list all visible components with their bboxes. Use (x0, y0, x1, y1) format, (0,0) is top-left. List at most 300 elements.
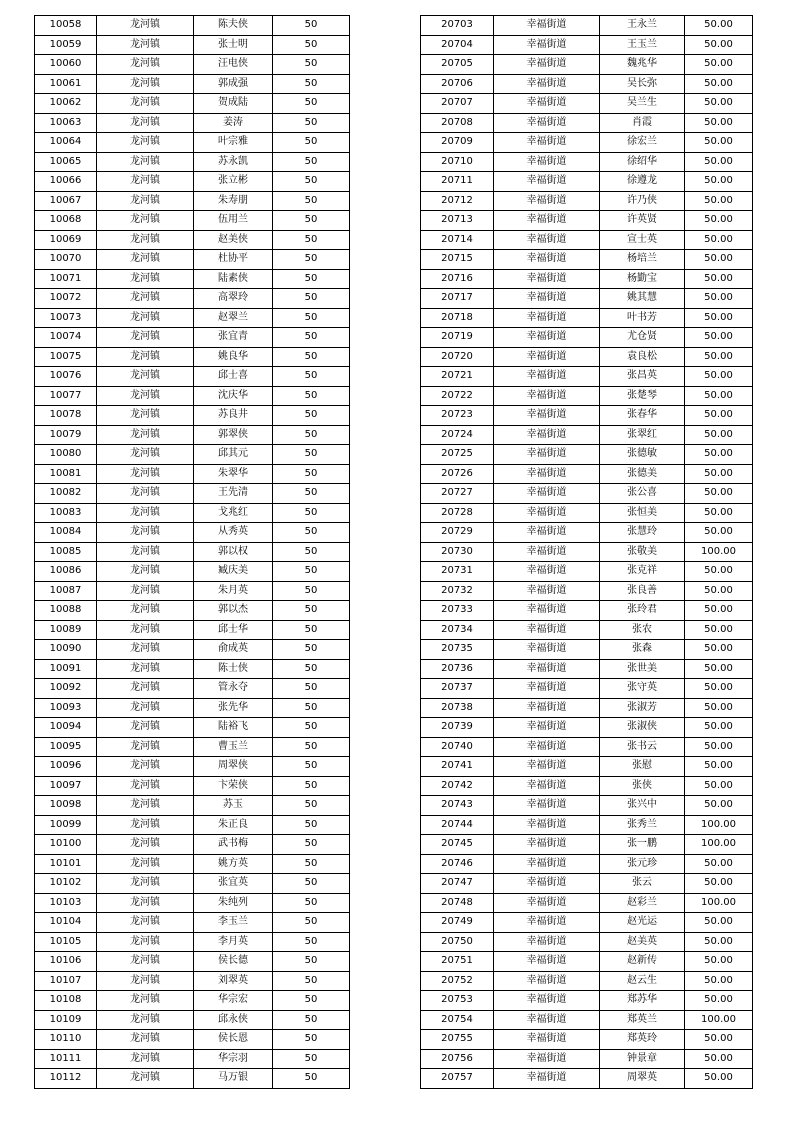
id-cell: 10071 (35, 269, 97, 289)
name-cell: 张玲君 (600, 601, 685, 621)
name-cell: 魏兆华 (600, 55, 685, 75)
id-cell: 20752 (421, 971, 494, 991)
name-cell: 王先清 (194, 484, 273, 504)
town-cell: 幸福街道 (494, 542, 600, 562)
town-cell: 龙河镇 (97, 133, 194, 153)
table-row (35, 932, 350, 952)
town-cell: 幸福街道 (494, 757, 600, 777)
town-cell: 幸福街道 (494, 445, 600, 465)
name-cell: 王永兰 (600, 16, 685, 36)
id-cell: 10073 (35, 308, 97, 328)
name-cell: 赵美侠 (194, 230, 273, 250)
town-cell: 龙河镇 (97, 1010, 194, 1030)
id-cell: 20727 (421, 484, 494, 504)
table-row (421, 347, 753, 367)
amount-cell: 50 (273, 230, 350, 250)
table-row (421, 991, 753, 1011)
table-row (421, 191, 753, 211)
id-cell: 20748 (421, 893, 494, 913)
table-row (421, 328, 753, 348)
table-row (35, 308, 350, 328)
table-row (35, 133, 350, 153)
name-cell: 苏永凯 (194, 152, 273, 172)
amount-cell: 50.00 (685, 328, 753, 348)
name-cell: 陆素侠 (194, 269, 273, 289)
id-cell: 20720 (421, 347, 494, 367)
table-row (35, 230, 350, 250)
name-cell: 卞荣侠 (194, 776, 273, 796)
id-cell: 10104 (35, 913, 97, 933)
name-cell: 管永夺 (194, 679, 273, 699)
name-cell: 许英贤 (600, 211, 685, 231)
table-row (421, 659, 753, 679)
town-cell: 龙河镇 (97, 679, 194, 699)
id-cell: 10099 (35, 815, 97, 835)
table-row (421, 932, 753, 952)
town-cell: 龙河镇 (97, 1049, 194, 1069)
table-row (35, 952, 350, 972)
table-row (35, 328, 350, 348)
table-row (35, 640, 350, 660)
id-cell: 20711 (421, 172, 494, 192)
amount-cell: 50.00 (685, 464, 753, 484)
id-cell: 10085 (35, 542, 97, 562)
table-row (35, 152, 350, 172)
id-cell: 20704 (421, 35, 494, 55)
town-cell: 龙河镇 (97, 152, 194, 172)
table-row (35, 445, 350, 465)
name-cell: 张世美 (600, 659, 685, 679)
amount-cell: 50 (273, 113, 350, 133)
amount-cell: 50.00 (685, 776, 753, 796)
town-cell: 幸福街道 (494, 893, 600, 913)
amount-cell: 50.00 (685, 971, 753, 991)
id-cell: 20707 (421, 94, 494, 114)
table-row (421, 425, 753, 445)
table-row (421, 971, 753, 991)
name-cell: 张楚琴 (600, 386, 685, 406)
town-cell: 幸福街道 (494, 640, 600, 660)
amount-cell: 50 (273, 464, 350, 484)
name-cell: 张宜青 (194, 328, 273, 348)
amount-cell: 50.00 (685, 152, 753, 172)
town-cell: 龙河镇 (97, 620, 194, 640)
id-cell: 20721 (421, 367, 494, 387)
id-cell: 10102 (35, 874, 97, 894)
id-cell: 10066 (35, 172, 97, 192)
table-row (35, 562, 350, 582)
id-cell: 10070 (35, 250, 97, 270)
table-row (421, 133, 753, 153)
amount-cell: 50 (273, 367, 350, 387)
amount-cell: 50 (273, 952, 350, 972)
id-cell: 20735 (421, 640, 494, 660)
amount-cell: 50 (273, 776, 350, 796)
amount-cell: 50.00 (685, 1030, 753, 1050)
amount-cell: 50 (273, 191, 350, 211)
table-row (35, 737, 350, 757)
table-row (35, 835, 350, 855)
town-cell: 龙河镇 (97, 406, 194, 426)
amount-cell: 50.00 (685, 211, 753, 231)
table-row (35, 74, 350, 94)
town-cell: 龙河镇 (97, 35, 194, 55)
name-cell: 汪电侠 (194, 55, 273, 75)
town-cell: 幸福街道 (494, 74, 600, 94)
name-cell: 杜协平 (194, 250, 273, 270)
table-row (421, 367, 753, 387)
amount-cell: 50 (273, 16, 350, 36)
id-cell: 20753 (421, 991, 494, 1011)
name-cell: 赵翠兰 (194, 308, 273, 328)
amount-cell: 50.00 (685, 562, 753, 582)
id-cell: 20740 (421, 737, 494, 757)
name-cell: 曹玉兰 (194, 737, 273, 757)
id-cell: 10081 (35, 464, 97, 484)
name-cell: 李月英 (194, 932, 273, 952)
id-cell: 10088 (35, 601, 97, 621)
amount-cell: 50 (273, 679, 350, 699)
id-cell: 10084 (35, 523, 97, 543)
name-cell: 张守英 (600, 679, 685, 699)
amount-cell: 50 (273, 835, 350, 855)
name-cell: 徐宏兰 (600, 133, 685, 153)
id-cell: 10059 (35, 35, 97, 55)
amount-cell: 50.00 (685, 172, 753, 192)
name-cell: 张克祥 (600, 562, 685, 582)
name-cell: 赵云生 (600, 971, 685, 991)
table-row (35, 289, 350, 309)
town-cell: 龙河镇 (97, 913, 194, 933)
name-cell: 吴长弥 (600, 74, 685, 94)
table-row (35, 35, 350, 55)
town-cell: 龙河镇 (97, 503, 194, 523)
table-row (421, 386, 753, 406)
amount-cell: 50 (273, 971, 350, 991)
name-cell: 张良善 (600, 581, 685, 601)
amount-cell: 50 (273, 640, 350, 660)
table-row (35, 874, 350, 894)
id-cell: 20742 (421, 776, 494, 796)
id-cell: 10107 (35, 971, 97, 991)
town-cell: 龙河镇 (97, 445, 194, 465)
table-row (35, 698, 350, 718)
id-cell: 20719 (421, 328, 494, 348)
id-cell: 20744 (421, 815, 494, 835)
amount-cell: 50.00 (685, 952, 753, 972)
name-cell: 张翠红 (600, 425, 685, 445)
name-cell: 俞成英 (194, 640, 273, 660)
name-cell: 臧庆美 (194, 562, 273, 582)
name-cell: 张春华 (600, 406, 685, 426)
id-cell: 10060 (35, 55, 97, 75)
town-cell: 幸福街道 (494, 1010, 600, 1030)
id-cell: 20714 (421, 230, 494, 250)
town-cell: 龙河镇 (97, 94, 194, 114)
table-row (35, 523, 350, 543)
name-cell: 邱其元 (194, 445, 273, 465)
name-cell: 叶宗雅 (194, 133, 273, 153)
id-cell: 10065 (35, 152, 97, 172)
id-cell: 20732 (421, 581, 494, 601)
amount-cell: 50.00 (685, 932, 753, 952)
amount-cell: 50.00 (685, 191, 753, 211)
table-row (421, 1049, 753, 1069)
amount-cell: 50 (273, 152, 350, 172)
town-cell: 龙河镇 (97, 737, 194, 757)
table-row (35, 854, 350, 874)
town-cell: 幸福街道 (494, 1030, 600, 1050)
table-row (35, 815, 350, 835)
table-row (421, 55, 753, 75)
name-cell: 赵光运 (600, 913, 685, 933)
id-cell: 10109 (35, 1010, 97, 1030)
name-cell: 姚良华 (194, 347, 273, 367)
table-row (35, 601, 350, 621)
table-row (35, 1069, 350, 1089)
id-cell: 10079 (35, 425, 97, 445)
town-cell: 龙河镇 (97, 698, 194, 718)
town-cell: 龙河镇 (97, 484, 194, 504)
table-row (421, 893, 753, 913)
table-row (421, 250, 753, 270)
id-cell: 10092 (35, 679, 97, 699)
amount-cell: 100.00 (685, 893, 753, 913)
name-cell: 张德美 (600, 464, 685, 484)
table-row (421, 562, 753, 582)
table-row (35, 1030, 350, 1050)
id-cell: 10080 (35, 445, 97, 465)
table-row (35, 16, 350, 36)
amount-cell: 50 (273, 386, 350, 406)
id-cell: 10062 (35, 94, 97, 114)
amount-cell: 50 (273, 35, 350, 55)
name-cell: 郑英兰 (600, 1010, 685, 1030)
town-cell: 幸福街道 (494, 952, 600, 972)
amount-cell: 50 (273, 250, 350, 270)
amount-cell: 50 (273, 523, 350, 543)
town-cell: 龙河镇 (97, 523, 194, 543)
amount-cell: 50.00 (685, 913, 753, 933)
id-cell: 20751 (421, 952, 494, 972)
amount-cell: 50.00 (685, 55, 753, 75)
town-cell: 龙河镇 (97, 289, 194, 309)
amount-cell: 50 (273, 211, 350, 231)
amount-cell: 50 (273, 1049, 350, 1069)
name-cell: 高翠玲 (194, 289, 273, 309)
name-cell: 邱永侠 (194, 1010, 273, 1030)
amount-cell: 50 (273, 1030, 350, 1050)
id-cell: 10096 (35, 757, 97, 777)
name-cell: 王玉兰 (600, 35, 685, 55)
town-cell: 龙河镇 (97, 991, 194, 1011)
town-cell: 幸福街道 (494, 815, 600, 835)
id-cell: 20722 (421, 386, 494, 406)
amount-cell: 50 (273, 815, 350, 835)
name-cell: 赵美英 (600, 932, 685, 952)
id-cell: 20733 (421, 601, 494, 621)
id-cell: 10076 (35, 367, 97, 387)
name-cell: 苏良井 (194, 406, 273, 426)
amount-cell: 50 (273, 991, 350, 1011)
town-cell: 龙河镇 (97, 55, 194, 75)
amount-cell: 50 (273, 269, 350, 289)
amount-cell: 50.00 (685, 113, 753, 133)
name-cell: 张立彬 (194, 172, 273, 192)
table-row (421, 230, 753, 250)
town-cell: 龙河镇 (97, 74, 194, 94)
amount-cell: 50 (273, 308, 350, 328)
id-cell: 10086 (35, 562, 97, 582)
amount-cell: 50.00 (685, 679, 753, 699)
table-row (421, 718, 753, 738)
name-cell: 张一鹏 (600, 835, 685, 855)
id-cell: 10090 (35, 640, 97, 660)
id-cell: 20743 (421, 796, 494, 816)
table-row (421, 484, 753, 504)
id-cell: 10077 (35, 386, 97, 406)
id-cell: 20725 (421, 445, 494, 465)
town-cell: 龙河镇 (97, 386, 194, 406)
id-cell: 10061 (35, 74, 97, 94)
table-row (421, 815, 753, 835)
id-cell: 10069 (35, 230, 97, 250)
amount-cell: 50 (273, 503, 350, 523)
id-cell: 10091 (35, 659, 97, 679)
id-cell: 20728 (421, 503, 494, 523)
amount-cell: 50 (273, 562, 350, 582)
amount-cell: 50 (273, 406, 350, 426)
amount-cell: 50 (273, 581, 350, 601)
town-cell: 幸福街道 (494, 562, 600, 582)
amount-cell: 50 (273, 601, 350, 621)
table-row (35, 94, 350, 114)
town-cell: 幸福街道 (494, 211, 600, 231)
town-cell: 龙河镇 (97, 250, 194, 270)
table-row (421, 523, 753, 543)
id-cell: 20734 (421, 620, 494, 640)
amount-cell: 50.00 (685, 640, 753, 660)
town-cell: 幸福街道 (494, 932, 600, 952)
name-cell: 郑苏华 (600, 991, 685, 1011)
amount-cell: 50 (273, 172, 350, 192)
id-cell: 10087 (35, 581, 97, 601)
town-cell: 幸福街道 (494, 854, 600, 874)
id-cell: 20731 (421, 562, 494, 582)
amount-cell: 50.00 (685, 16, 753, 36)
amount-cell: 50.00 (685, 35, 753, 55)
id-cell: 10108 (35, 991, 97, 1011)
amount-cell: 50.00 (685, 601, 753, 621)
amount-cell: 50 (273, 74, 350, 94)
town-cell: 幸福街道 (494, 250, 600, 270)
amount-cell: 50.00 (685, 386, 753, 406)
table-row (35, 581, 350, 601)
amount-cell: 50.00 (685, 484, 753, 504)
town-cell: 幸福街道 (494, 1069, 600, 1089)
id-cell: 10082 (35, 484, 97, 504)
town-cell: 幸福街道 (494, 991, 600, 1011)
id-cell: 20730 (421, 542, 494, 562)
amount-cell: 50.00 (685, 269, 753, 289)
name-cell: 郭以权 (194, 542, 273, 562)
amount-cell: 50 (273, 737, 350, 757)
table-row (35, 269, 350, 289)
id-cell: 10078 (35, 406, 97, 426)
name-cell: 徐绍华 (600, 152, 685, 172)
id-cell: 20756 (421, 1049, 494, 1069)
town-cell: 幸福街道 (494, 16, 600, 36)
table-row (421, 835, 753, 855)
town-cell: 幸福街道 (494, 269, 600, 289)
id-cell: 20745 (421, 835, 494, 855)
amount-cell: 50.00 (685, 737, 753, 757)
table-row (35, 113, 350, 133)
name-cell: 姚方英 (194, 854, 273, 874)
amount-cell: 50 (273, 94, 350, 114)
amount-cell: 50.00 (685, 308, 753, 328)
amount-cell: 50.00 (685, 1049, 753, 1069)
table-row (421, 913, 753, 933)
name-cell: 周翠侠 (194, 757, 273, 777)
amount-cell: 50 (273, 854, 350, 874)
town-cell: 龙河镇 (97, 16, 194, 36)
name-cell: 张慰 (600, 757, 685, 777)
name-cell: 张元珍 (600, 854, 685, 874)
town-cell: 幸福街道 (494, 835, 600, 855)
id-cell: 10063 (35, 113, 97, 133)
town-cell: 龙河镇 (97, 601, 194, 621)
town-cell: 幸福街道 (494, 581, 600, 601)
amount-cell: 50.00 (685, 445, 753, 465)
town-cell: 幸福街道 (494, 230, 600, 250)
amount-cell: 100.00 (685, 835, 753, 855)
name-cell: 郭翠侠 (194, 425, 273, 445)
town-cell: 幸福街道 (494, 172, 600, 192)
amount-cell: 50 (273, 932, 350, 952)
amount-cell: 50.00 (685, 796, 753, 816)
town-cell: 龙河镇 (97, 952, 194, 972)
town-cell: 龙河镇 (97, 113, 194, 133)
town-cell: 龙河镇 (97, 796, 194, 816)
id-cell: 10106 (35, 952, 97, 972)
id-cell: 10111 (35, 1049, 97, 1069)
table-row (35, 718, 350, 738)
id-cell: 10074 (35, 328, 97, 348)
town-cell: 龙河镇 (97, 971, 194, 991)
town-cell: 龙河镇 (97, 854, 194, 874)
table-row (35, 172, 350, 192)
name-cell: 肖霞 (600, 113, 685, 133)
amount-cell: 50.00 (685, 230, 753, 250)
amount-cell: 50 (273, 620, 350, 640)
amount-cell: 50.00 (685, 991, 753, 1011)
id-cell: 10075 (35, 347, 97, 367)
name-cell: 朱翠华 (194, 464, 273, 484)
id-cell: 20712 (421, 191, 494, 211)
name-cell: 徐遵龙 (600, 172, 685, 192)
amount-cell: 50.00 (685, 659, 753, 679)
id-cell: 20746 (421, 854, 494, 874)
right-table-body (421, 16, 753, 1089)
table-row (421, 679, 753, 699)
town-cell: 龙河镇 (97, 172, 194, 192)
name-cell: 叶书芳 (600, 308, 685, 328)
amount-cell: 50 (273, 874, 350, 894)
table-row (421, 757, 753, 777)
id-cell: 10068 (35, 211, 97, 231)
table-row (421, 640, 753, 660)
